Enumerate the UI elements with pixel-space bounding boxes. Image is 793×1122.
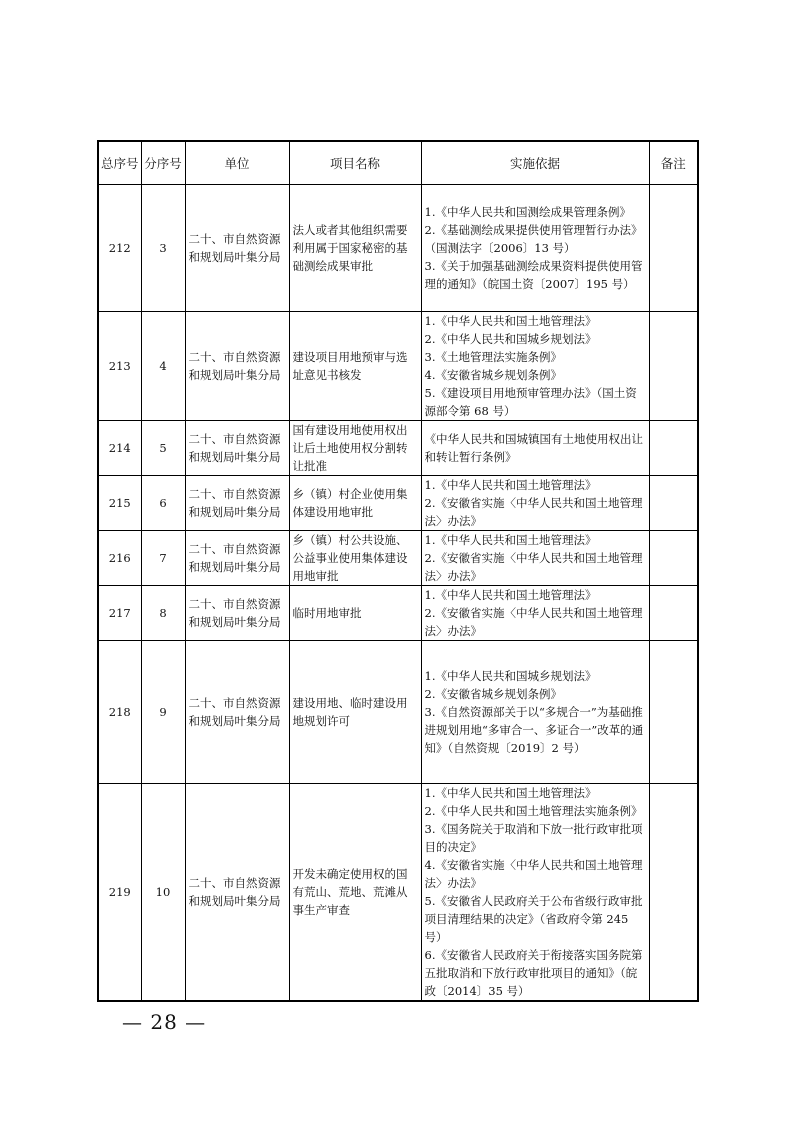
basis-entry: 3.《国务院关于取消和下放一批行政审批项目的决定》	[424, 822, 643, 854]
sub-no-cell: 8	[141, 586, 185, 641]
total-no-cell: 218	[98, 641, 141, 784]
basis-cell	[421, 641, 649, 784]
remarks-cell	[649, 784, 698, 1002]
basis-cell	[421, 531, 649, 586]
sub-no-cell: 3	[141, 185, 185, 312]
sub-no-cell: 10	[141, 784, 185, 1002]
header-sub-no: 分序号	[141, 141, 185, 185]
basis-entry: 1.《中华人民共和国土地管理法》	[424, 588, 597, 602]
remarks-cell	[649, 641, 698, 784]
basis-cell	[421, 312, 649, 421]
basis-entry: 2.《安徽省实施〈中华人民共和国土地管理法〉办法》	[424, 606, 643, 638]
basis-entry: 2.《中华人民共和国城乡规划法》	[424, 332, 597, 346]
basis-entry: 6.《安徽省人民政府关于衔接落实国务院第五批取消和下放行政审批项目的通知》（皖政〔2014〕35 号）	[424, 948, 643, 998]
remarks-cell	[649, 185, 698, 312]
basis-cell	[421, 421, 649, 476]
header-basis: 实施依据	[421, 141, 649, 185]
basis-entry: 《中华人民共和国城镇国有土地使用权出让和转让暂行条例》	[424, 432, 643, 464]
sub-no-cell: 4	[141, 312, 185, 421]
unit-cell: 二十、市自然资源和规划局叶集分局	[185, 185, 289, 312]
total-no-cell: 219	[98, 784, 141, 1002]
item-name-cell: 建设用地、临时建设用地规划许可	[289, 641, 421, 784]
remarks-cell	[649, 476, 698, 531]
header-unit: 单位	[185, 141, 289, 185]
item-name-cell: 建设项目用地预审与选址意见书核发	[289, 312, 421, 421]
sub-no-cell: 9	[141, 641, 185, 784]
basis-entry: 3.《关于加强基础测绘成果资料提供使用管理的通知》（皖国土资〔2007〕195 号）	[424, 259, 643, 291]
table-row	[98, 185, 698, 312]
total-no-cell: 216	[98, 531, 141, 586]
total-no-cell: 212	[98, 185, 141, 312]
unit-cell: 二十、市自然资源和规划局叶集分局	[185, 784, 289, 1002]
basis-entry: 3.《土地管理法实施条例》	[424, 350, 562, 364]
table-row	[98, 586, 698, 641]
table-row	[98, 784, 698, 1002]
sub-no-cell: 6	[141, 476, 185, 531]
basis-entry: 2.《安徽省实施〈中华人民共和国土地管理法〉办法》	[424, 551, 643, 583]
remarks-cell	[649, 531, 698, 586]
basis-cell	[421, 476, 649, 531]
header-item-name: 项目名称	[289, 141, 421, 185]
page-number: — 28 —	[122, 1010, 207, 1034]
table-row	[98, 312, 698, 421]
table-body	[98, 185, 698, 1002]
basis-entry: 4.《安徽省实施〈中华人民共和国土地管理法〉办法》	[424, 858, 643, 890]
table-row	[98, 476, 698, 531]
basis-entry: 2.《安徽省实施〈中华人民共和国土地管理法〉办法》	[424, 496, 643, 528]
basis-cell	[421, 586, 649, 641]
basis-entry: 1.《中华人民共和国城乡规划法》	[424, 669, 597, 683]
unit-cell: 二十、市自然资源和规划局叶集分局	[185, 421, 289, 476]
total-no-cell: 215	[98, 476, 141, 531]
table-row	[98, 531, 698, 586]
sub-no-cell: 5	[141, 421, 185, 476]
table-header-row	[98, 141, 698, 185]
item-name-cell: 开发未确定使用权的国有荒山、荒地、荒滩从事生产审查	[289, 784, 421, 1002]
remarks-cell	[649, 312, 698, 421]
item-name-cell: 乡（镇）村企业使用集体建设用地审批	[289, 476, 421, 531]
basis-entry: 5.《建设项目用地预审管理办法》（国土资源部令第 68 号）	[424, 386, 637, 418]
total-no-cell: 213	[98, 312, 141, 421]
basis-entry: 4.《安徽省城乡规划条例》	[424, 368, 562, 382]
basis-entry: 2.《安徽省城乡规划条例》	[424, 687, 562, 701]
item-name-cell: 国有建设用地使用权出让后土地使用权分割转让批准	[289, 421, 421, 476]
basis-entry: 1.《中华人民共和国土地管理法》	[424, 478, 597, 492]
header-total-no: 总序号	[98, 141, 141, 185]
unit-cell: 二十、市自然资源和规划局叶集分局	[185, 476, 289, 531]
basis-entry: 2.《基础测绘成果提供使用管理暂行办法》（国测法字〔2006〕13 号）	[424, 223, 643, 255]
unit-cell: 二十、市自然资源和规划局叶集分局	[185, 312, 289, 421]
basis-entry: 2.《中华人民共和国土地管理法实施条例》	[424, 804, 643, 818]
unit-cell: 二十、市自然资源和规划局叶集分局	[185, 641, 289, 784]
basis-entry: 1.《中华人民共和国土地管理法》	[424, 533, 597, 547]
table-row	[98, 421, 698, 476]
unit-cell: 二十、市自然资源和规划局叶集分局	[185, 531, 289, 586]
table-row	[98, 641, 698, 784]
remarks-cell	[649, 586, 698, 641]
basis-entry: 1.《中华人民共和国土地管理法》	[424, 314, 597, 328]
item-name-cell: 乡（镇）村公共设施、公益事业使用集体建设用地审批	[289, 531, 421, 586]
item-name-cell: 临时用地审批	[289, 586, 421, 641]
sub-no-cell: 7	[141, 531, 185, 586]
total-no-cell: 217	[98, 586, 141, 641]
basis-entry: 5.《安徽省人民政府关于公布省级行政审批项目清理结果的决定》（省政府令第 245 号）	[424, 894, 643, 944]
header-remarks: 备注	[649, 141, 698, 185]
basis-entry: 1.《中华人民共和国土地管理法》	[424, 786, 597, 800]
basis-entry: 3.《自然资源部关于以“多规合一”为基础推进规划用地“多审合一、多证合一”改革的通知》（自然资规〔2019〕2 号）	[424, 705, 644, 755]
approval-items-table	[97, 140, 699, 1002]
total-no-cell: 214	[98, 421, 141, 476]
basis-cell	[421, 784, 649, 1002]
remarks-cell	[649, 421, 698, 476]
unit-cell: 二十、市自然资源和规划局叶集分局	[185, 586, 289, 641]
basis-entry: 1.《中华人民共和国测绘成果管理条例》	[424, 205, 631, 219]
item-name-cell: 法人或者其他组织需要利用属于国家秘密的基础测绘成果审批	[289, 185, 421, 312]
basis-cell	[421, 185, 649, 312]
